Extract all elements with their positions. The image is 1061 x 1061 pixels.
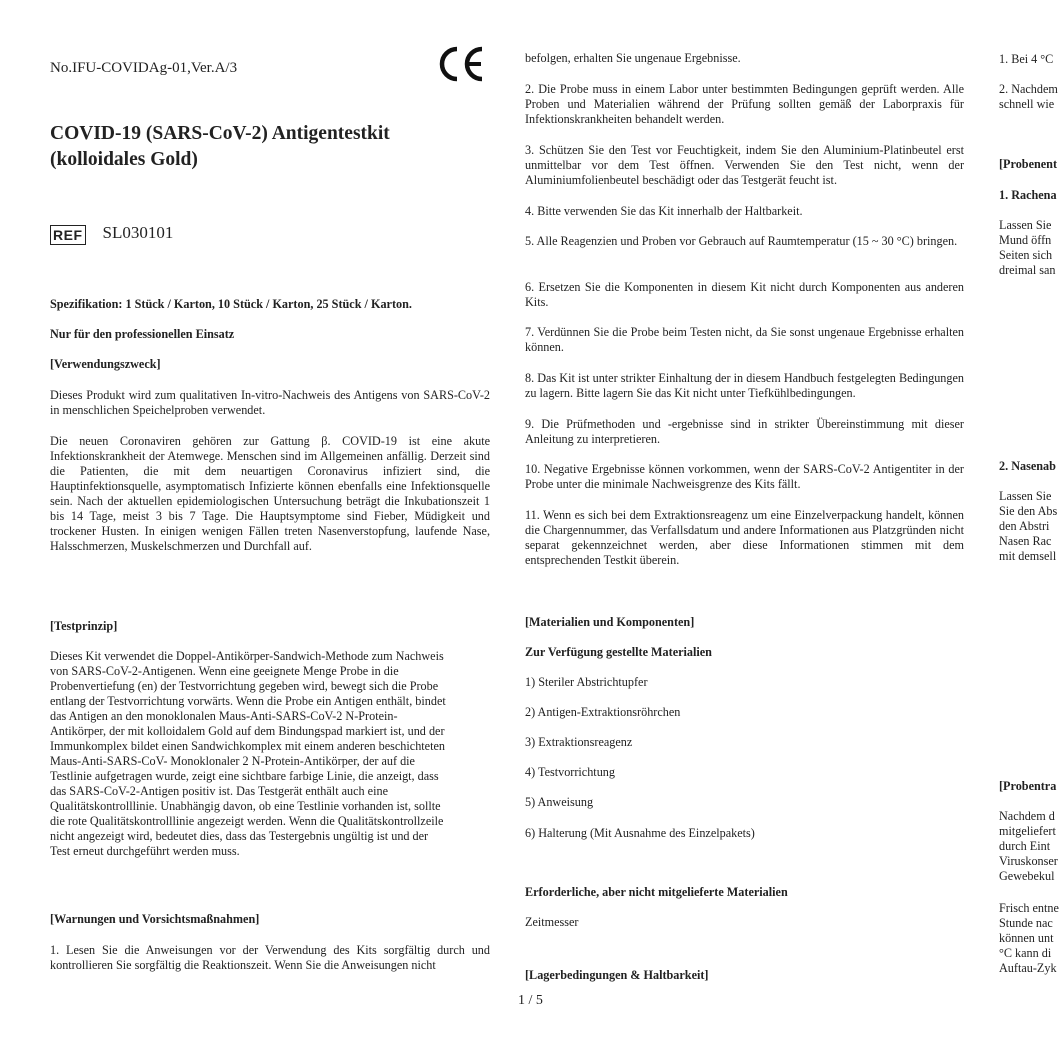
transport-line: Gewebekul [999, 869, 1055, 883]
principle-line: entlang der Testvorrichtung vorwärts. Wenn die Probe ein Antigen enthält, bindet [50, 694, 446, 708]
ref-number: SL030101 [102, 223, 174, 242]
warning-6: 6. Ersetzen Sie die Komponenten in diesem Kit nicht durch Komponenten aus anderen Kits. [525, 280, 964, 309]
list-item: 1) Steriler Abstrichtupfer [525, 675, 648, 689]
reference-row [50, 225, 173, 245]
warning-10: 10. Negative Ergebnisse können vorkommen, wenn der SARS-CoV-2 Antigentiter in der Probe unter die minimale Nachweisgrenze des Kits fällt. [525, 462, 964, 491]
list-item: 3) Extraktionsreagenz [525, 735, 633, 749]
principle-line: von SARS-CoV-2-Antigenen. Wenn eine geeignete Menge Probe in die [50, 664, 399, 678]
storage-heading: [Lagerbedingungen & Haltbarkeit] [525, 968, 709, 982]
warnings-heading: [Warnungen und Vorsichtsmaßnahmen] [50, 912, 260, 926]
throat-swab-line: dreimal san [999, 263, 1056, 277]
fresh-sample-line: Stunde nac [999, 916, 1053, 930]
list-item: 2) Antigen-Extraktionsröhrchen [525, 705, 681, 719]
warning-3: 3. Schützen Sie den Test vor Feuchtigkeit, indem Sie den Aluminium-Platinbeutel erst unmittelbar vor dem Test öffnen. Verwenden Sie den Test nicht, wenn der Aluminiumfolienbeutel beschädigt oder das Testgerät feucht ist. [525, 143, 964, 187]
principle-line: das SARS-CoV-2-Antigen positiv ist. Das Testgerät enthält auch eine [50, 784, 388, 798]
intended-use-heading: [Verwendungszweck] [50, 357, 161, 371]
fresh-sample-line: Auftau-Zyk [999, 961, 1057, 975]
nasal-swab-line: Nasen Rac [999, 534, 1052, 548]
page-number: 1 / 5 [518, 993, 543, 1008]
warning-1: 1. Lesen Sie die Anweisungen vor der Verwendung des Kits sorgfältig durch und kontrollieren Sie sorgfältig die Reaktionszeit. Wenn Sie die Anweisungen nicht [50, 943, 490, 972]
warning-9: 9. Die Prüfmethoden und -ergebnisse sind in strikter Übereinstimmung mit dieser Anleitung zu interpretieren. [525, 417, 964, 446]
list-item: 5) Anweisung [525, 795, 594, 809]
warning-4: 4. Bitte verwenden Sie das Kit innerhalb der Haltbarkeit. [525, 204, 803, 218]
list-item: 4) Testvorrichtung [525, 765, 615, 779]
warning-5: 5. Alle Reagenzien und Proben vor Gebrauch auf Raumtemperatur (15 ~ 30 °C) bringen. [525, 234, 958, 248]
provided-materials-heading: Zur Verfügung gestellte Materialien [525, 645, 712, 659]
intended-use-paragraph-2: Die neuen Coronaviren gehören zur Gattung β. COVID-19 ist eine akute Infektionskrankheit der Atemwege. Menschen sind im Allgemeinen anfällig. Derzeit sind die Patienten, die mit dem neuartigen Coronavirus infiziert sind, die Hauptinfektionsquelle, asymptomatisch Infizierte können ebenfalls eine Infektionsquelle sein. Nach der aktuellen epidemiologischen Untersuchung beträgt die Inkubationszeit 1 bis 14 Tage, meist 3 bis 7 Tage. Die Hauptsymptome sind Fieber, Müdigkeit und trockener Husten. In einigen wenigen Fällen treten Nasenverstopfung, laufende Nase, Halsschmerzen, Muskelschmerzen und Durchfall auf. [50, 434, 490, 553]
required-item: Zeitmesser [525, 915, 579, 929]
storage-item-2-line: schnell wie [999, 97, 1055, 111]
warning-8: 8. Das Kit ist unter strikter Einhaltung der in diesem Handbuch festgelegten Bedingungen zu lagern. Bitte lagern Sie das Kit nicht unter Tiefkühlbedingungen. [525, 371, 964, 400]
throat-swab-line: Seiten sich [999, 248, 1053, 262]
test-principle-heading: [Testprinzip] [50, 619, 118, 633]
transport-line: durch Eint [999, 839, 1051, 853]
principle-line: Antikörper, der mit kolloidalem Gold auf dem Bindungspad markiert ist, und der [50, 724, 445, 738]
nasal-swab-line: mit demsell [999, 549, 1057, 563]
principle-line: Dieses Kit verwendet die Doppel-Antikörper-Sandwich-Methode zum Nachweis [50, 649, 444, 663]
professional-use-note: Nur für den professionellen Einsatz [50, 327, 235, 341]
warning-11: 11. Wenn es sich bei dem Extraktionsreagenz um eine Einzelverpackung handelt, können die Chargennummer, das Verfallsdatum und andere Informationen aus Platzgründen nicht separat gekennzeichnet werden, aber diese Informationen stimmen mit dem entsprechenden Testkit überein. [525, 508, 964, 567]
principle-line: Qualitätskontrolllinie. Unabhängig davon, ob eine Testlinie vorhanden ist, sollte [50, 799, 441, 813]
document-title [50, 121, 510, 173]
nasal-swab-heading: 2. Nasenab [999, 459, 1056, 473]
transport-line: mitgeliefert [999, 824, 1056, 838]
nasal-swab-line: Sie den Abs [999, 504, 1058, 518]
ref-symbol: REF [50, 225, 86, 245]
sample-transport-heading: [Probentra [999, 779, 1057, 793]
ce-mark-icon [439, 46, 485, 82]
list-item: 6) Halterung (Mit Ausnahme des Einzelpakets) [525, 826, 755, 840]
principle-line: Maus-Anti-SARS-CoV- Monoklonaler 2 N-Protein-Antikörper, der auf die [50, 754, 415, 768]
fresh-sample-line: °C kann di [999, 946, 1052, 960]
specification: Spezifikation: 1 Stück / Karton, 10 Stück / Karton, 25 Stück / Karton. [50, 297, 412, 311]
principle-line: Immunkomplex bildet einen Sandwichkomplex mit einem anderen beschichteten [50, 739, 445, 753]
principle-line: Test erneut durchgeführt werden muss. [50, 844, 240, 858]
test-principle-paragraph [50, 649, 510, 859]
throat-swab-line: Mund öffn [999, 233, 1052, 247]
principle-line: nicht angezeigt wird, bedeutet dies, dass das Testergebnis ungültig ist und der [50, 829, 429, 843]
required-materials-heading: Erforderliche, aber nicht mitgelieferte Materialien [525, 885, 788, 899]
principle-line: die rote Qualitätskontrolllinie angezeigt werden. Wenn die Qualitätskontrollzeile [50, 814, 444, 828]
principle-line: Testlinie aufgetragen wurde, zeigt eine sichtbare farbige Linie, die anzeigt, dass [50, 769, 439, 783]
throat-swab-heading: 1. Rachena [999, 188, 1057, 202]
fresh-sample-line: Frisch entne [999, 901, 1059, 915]
transport-line: Viruskonser [999, 854, 1058, 868]
title-line-1: COVID-19 (SARS-CoV-2) Antigentestkit [50, 123, 390, 144]
principle-line: das Antigen an den monoklonalen Maus-Anti-SARS-CoV-2 N-Protein- [50, 709, 398, 723]
nasal-swab-line: den Abstri [999, 519, 1050, 533]
storage-item-1: 1. Bei 4 °C [999, 52, 1054, 66]
document-number: No.IFU-COVIDAg-01,Ver.A/3 [50, 60, 238, 76]
nasal-swab-line: Lassen Sie [999, 489, 1052, 503]
transport-line: Nachdem d [999, 809, 1055, 823]
intended-use-paragraph-1: Dieses Produkt wird zum qualitativen In-vitro-Nachweis des Antigens von SARS-CoV-2 in menschlichen Speichelproben verwendet. [50, 388, 490, 417]
throat-swab-line: Lassen Sie [999, 218, 1052, 232]
warning-2: 2. Die Probe muss in einem Labor unter bestimmten Bedingungen geprüft werden. Alle Proben und Materialien während der Prüfung sollten gemäß der Laborpraxis für Infektionskrankheiten behandelt werden. [525, 82, 964, 126]
warning-7: 7. Verdünnen Sie die Probe beim Testen nicht, da Sie sonst ungenaue Ergebnisse erhalten können. [525, 325, 964, 354]
fresh-sample-line: können unt [999, 931, 1054, 945]
principle-line: Probenvertiefung (en) der Testvorrichtung gegeben wird, bewegt sich die Probe [50, 679, 439, 693]
storage-item-2-line: 2. Nachdem [999, 82, 1058, 96]
sample-collection-heading: [Probenent [999, 157, 1057, 171]
title-line-2: (kolloidales Gold) [50, 149, 198, 170]
warning-1-continued: befolgen, erhalten Sie ungenaue Ergebnisse. [525, 51, 741, 65]
materials-heading: [Materialien und Komponenten] [525, 615, 695, 629]
